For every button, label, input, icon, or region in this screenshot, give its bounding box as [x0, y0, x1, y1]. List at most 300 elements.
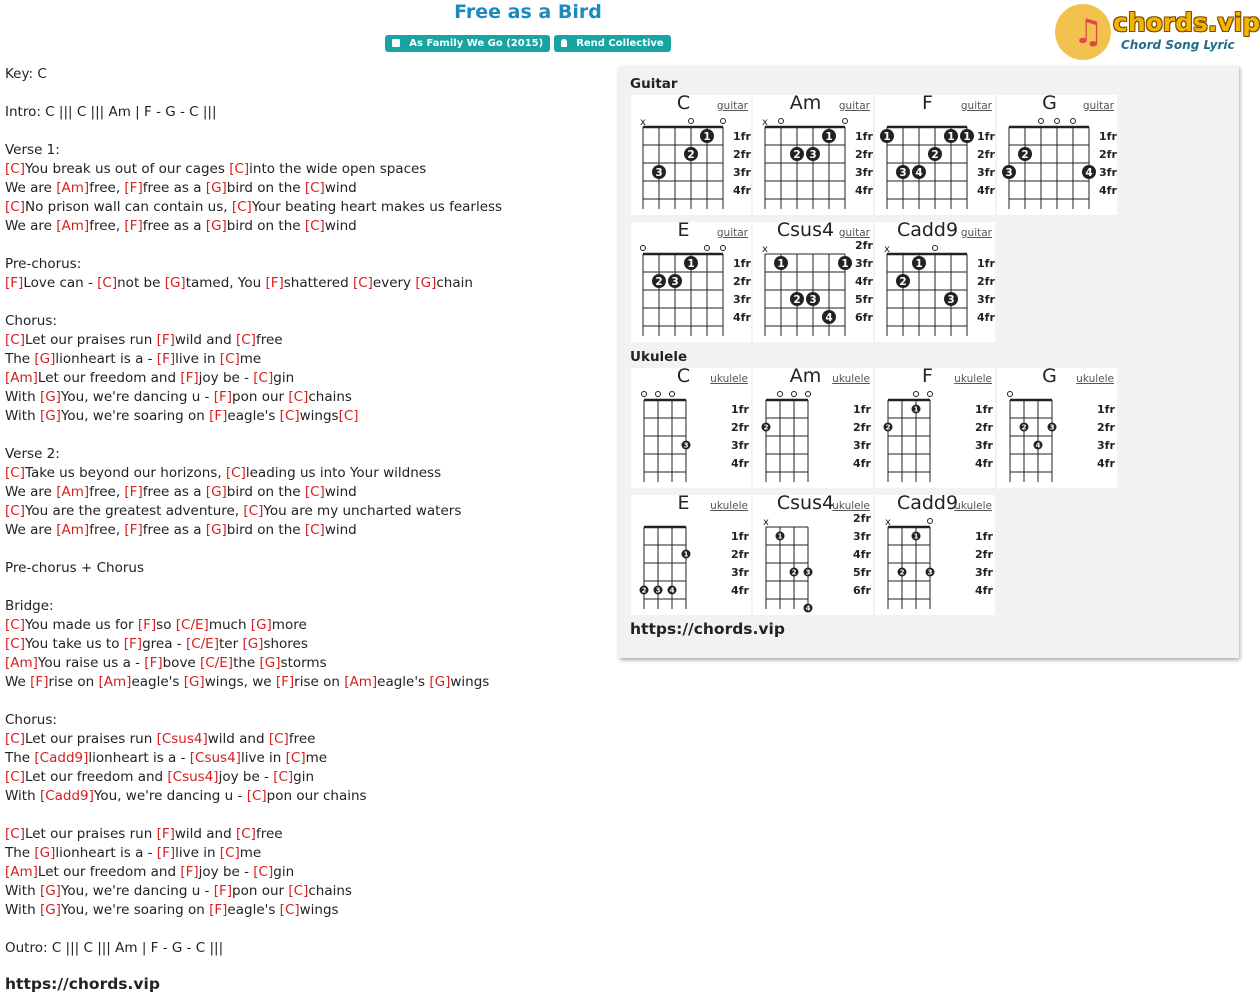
lyric-line: [5, 540, 615, 559]
chord-diagram: [875, 495, 995, 615]
lyric-line: Pre-chorus:: [5, 256, 82, 272]
lyric-line: [C]You break us out of our cages [C]into the wide open spaces: [5, 161, 427, 177]
chord-symbol[interactable]: [G]: [259, 655, 281, 671]
finger-number: 2: [793, 148, 801, 161]
finger-number: 2: [931, 148, 939, 161]
chord-symbol[interactable]: [C]: [253, 370, 274, 386]
fret-label: 2fr: [977, 148, 995, 161]
finger-number: 1: [683, 550, 689, 559]
chord-diagrams-panel: [619, 66, 1239, 658]
fret-label: 1fr: [733, 257, 751, 270]
lyric-line: [C]You made us for [F]so [C/E]much [G]more: [5, 617, 307, 633]
chord-instrument-link[interactable]: ukulele: [832, 373, 870, 385]
fret-label: 2fr: [853, 512, 871, 525]
chord-symbol[interactable]: [C]: [229, 161, 250, 177]
lyric-line: [C]You are the greatest adventure, [C]You are my uncharted waters: [5, 503, 462, 519]
fret-label: 3fr: [853, 439, 871, 452]
lyric-line: Bridge:: [5, 598, 54, 614]
open-string-marker: [1055, 119, 1060, 124]
fret-label: 3fr: [731, 439, 749, 452]
chord-instrument-link[interactable]: guitar: [960, 100, 992, 112]
chord-symbol[interactable]: [G]: [39, 883, 61, 899]
ukulele-chord-card[interactable]: [753, 365, 873, 488]
fret-label: 2fr: [855, 148, 873, 161]
fret-label: 1fr: [975, 530, 993, 543]
fret-label: 3fr: [977, 293, 995, 306]
fret-label: 4fr: [975, 457, 993, 470]
ukulele-chord-card[interactable]: [631, 492, 751, 615]
chord-instrument-link[interactable]: guitar: [838, 100, 870, 112]
finger-number: 4: [805, 604, 811, 613]
chord-symbol[interactable]: [C]: [243, 503, 264, 519]
finger-number: 1: [963, 130, 971, 143]
fret-label: 1fr: [977, 257, 995, 270]
ukulele-chord-card[interactable]: [997, 365, 1117, 488]
chord-symbol[interactable]: [G]: [415, 275, 437, 291]
chord-symbol[interactable]: [C]: [235, 332, 256, 348]
chord-symbol[interactable]: [C]: [5, 199, 25, 215]
chord-symbol[interactable]: [G]: [34, 351, 56, 367]
fret-label: 4fr: [853, 548, 871, 561]
finger-number: 3: [671, 275, 679, 288]
ukulele-chord-card[interactable]: [875, 365, 995, 488]
open-string-marker: [656, 392, 661, 397]
chord-name: F: [922, 365, 933, 387]
fret-label: 2fr: [977, 275, 995, 288]
chord-instrument-link[interactable]: guitar: [960, 227, 992, 239]
lyric-line: Pre-chorus + Chorus: [5, 560, 144, 576]
finger-number: 1: [913, 405, 919, 414]
chord-symbol[interactable]: [Am]: [98, 674, 132, 690]
chord-symbol[interactable]: [F]: [30, 674, 49, 690]
chord-name: Am: [789, 92, 822, 114]
chord-symbol[interactable]: [Am]: [56, 180, 90, 196]
chord-instrument-link[interactable]: ukulele: [832, 500, 870, 512]
chord-diagram: [875, 95, 995, 215]
chord-symbol[interactable]: [F]: [124, 522, 143, 538]
fret-label: 2fr: [853, 421, 871, 434]
site-logo[interactable]: [1055, 4, 1260, 62]
chord-name: Csus4: [776, 219, 835, 241]
chord-symbol[interactable]: [G]: [205, 218, 227, 234]
finger-number: 1: [777, 532, 783, 541]
chord-diagram: [631, 95, 751, 215]
chord-name: C: [676, 365, 691, 387]
panel-footer-url[interactable]: https://chords.vip: [630, 620, 785, 638]
chord-symbol[interactable]: [Csus4]: [189, 750, 241, 766]
open-string-marker: [1039, 119, 1044, 124]
lyric-line: We are [Am]free, [F]free as a [G]bird on the [C]wind: [5, 484, 357, 500]
chord-instrument-link[interactable]: guitar: [716, 227, 748, 239]
chord-symbol[interactable]: [C]: [288, 883, 309, 899]
chord-symbol[interactable]: [F]: [124, 484, 143, 500]
finger-number: 3: [683, 441, 689, 450]
open-string-marker: [928, 392, 933, 397]
lyric-line: [5, 293, 615, 312]
chord-symbol[interactable]: [C]: [246, 788, 267, 804]
lyric-line: [5, 122, 615, 141]
guitar-chord-card[interactable]: [753, 219, 873, 342]
chord-symbol[interactable]: [F]: [124, 180, 143, 196]
chord-symbol[interactable]: [Cadd9]: [39, 788, 94, 804]
ukulele-icon: ♫: [1073, 12, 1104, 52]
fret-label: 3fr: [853, 530, 871, 543]
fret-label: 4fr: [731, 584, 749, 597]
chord-name: Cadd9: [896, 219, 959, 241]
chord-diagram: [753, 95, 873, 215]
chord-symbol[interactable]: [G]: [205, 484, 227, 500]
guitar-chord-card[interactable]: [631, 92, 751, 215]
finger-number: 1: [913, 532, 919, 541]
fret-label: 4fr: [1099, 184, 1117, 197]
chord-symbol[interactable]: [C]: [225, 465, 246, 481]
open-string-marker: [928, 519, 933, 524]
chord-symbol[interactable]: [Am]: [5, 370, 38, 386]
album-badge-label: As Family We Go (2015): [409, 38, 544, 49]
chord-symbol[interactable]: [G]: [39, 389, 61, 405]
fret-label: 4fr: [855, 275, 873, 288]
chord-symbol[interactable]: [F]: [265, 275, 284, 291]
chord-diagram: [875, 368, 995, 488]
chord-symbol[interactable]: [C/E]: [185, 636, 219, 652]
finger-number: 2: [899, 568, 905, 577]
chord-symbol[interactable]: [C]: [279, 902, 300, 918]
chord-symbol[interactable]: [C]: [5, 826, 25, 842]
chord-symbol[interactable]: [C]: [338, 408, 359, 424]
muted-string-marker: x: [884, 244, 890, 255]
lyric-line: [5, 920, 615, 939]
chord-symbol[interactable]: [C]: [5, 503, 25, 519]
lyric-line: With [G]You, we're soaring on [F]eagle's [C]wings[C]: [5, 408, 359, 424]
lyric-line: [C]Let our freedom and [Csus4]joy be - [C]gin: [5, 769, 315, 785]
finger-number: 1: [687, 257, 695, 270]
fret-label: 1fr: [855, 130, 873, 143]
finger-number: 3: [655, 586, 661, 595]
lyric-line: [5, 426, 615, 445]
open-string-marker: [721, 119, 726, 124]
fret-label: 1fr: [731, 530, 749, 543]
open-string-marker: [670, 392, 675, 397]
open-string-marker: [1008, 392, 1013, 397]
chord-symbol[interactable]: [G]: [34, 845, 56, 861]
lyric-line: [Am]Let our freedom and [F]joy be - [C]gin: [5, 864, 295, 880]
finger-number: 2: [1021, 423, 1027, 432]
fret-label: 2fr: [731, 421, 749, 434]
guitar-chord-card[interactable]: [875, 92, 995, 215]
finger-number: 3: [927, 568, 933, 577]
open-string-marker: [778, 392, 783, 397]
finger-number: 3: [1005, 166, 1013, 179]
chord-symbol[interactable]: [F]: [275, 674, 295, 690]
chord-symbol[interactable]: [C]: [5, 731, 25, 747]
chord-symbol[interactable]: [F]: [124, 218, 143, 234]
lyric-line: The [G]lionheart is a - [F]live in [C]me: [5, 351, 262, 367]
open-string-marker: [843, 119, 848, 124]
lyric-line: [5, 806, 615, 825]
chord-symbol[interactable]: [F]: [144, 655, 163, 671]
chord-symbol[interactable]: [C]: [279, 408, 300, 424]
chord-symbol[interactable]: [C]: [235, 826, 256, 842]
chord-symbol[interactable]: [F]: [156, 845, 176, 861]
chord-name: Csus4: [776, 492, 835, 514]
ukulele-chord-card[interactable]: [753, 492, 873, 615]
fret-label: 1fr: [1099, 130, 1117, 143]
lyrics-footer-url[interactable]: https://chords.vip: [5, 975, 160, 993]
finger-number: 1: [915, 257, 923, 270]
finger-number: 2: [1021, 148, 1029, 161]
chord-symbol[interactable]: [C]: [304, 484, 325, 500]
chord-symbol[interactable]: [C]: [5, 161, 25, 177]
lyric-line: Chorus:: [5, 712, 57, 728]
open-string-marker: [642, 392, 647, 397]
finger-number: 4: [915, 166, 923, 179]
fret-label: 1fr: [975, 403, 993, 416]
chord-name: F: [922, 92, 933, 114]
finger-number: 2: [793, 293, 801, 306]
chord-symbol[interactable]: [C]: [268, 731, 289, 747]
muted-string-marker: x: [763, 517, 769, 528]
chord-symbol[interactable]: [F]: [180, 370, 199, 386]
lyric-line: [C]Take us beyond our horizons, [C]leading us into Your wildness: [5, 465, 442, 481]
finger-number: 1: [777, 257, 785, 270]
fret-label: 2fr: [731, 548, 749, 561]
chord-name: G: [1042, 365, 1057, 387]
chord-symbol[interactable]: [C]: [5, 769, 25, 785]
album-badge[interactable]: [385, 35, 550, 52]
chord-symbol[interactable]: [C]: [97, 275, 118, 291]
lyric-line: The [Cadd9]lionheart is a - [Csus4]live in [C]me: [5, 750, 328, 766]
fret-label: 5fr: [853, 566, 871, 579]
lyric-line: We [F]rise on [Am]eagle's [G]wings, we [F]rise on [Am]eagle's [G]wings: [5, 674, 490, 690]
chord-name: Cadd9: [896, 492, 959, 514]
chord-symbol[interactable]: [F]: [209, 902, 228, 918]
chord-symbol[interactable]: [C/E]: [200, 655, 234, 671]
muted-string-marker: x: [885, 517, 891, 528]
lyric-line: Verse 2:: [5, 446, 60, 462]
chord-symbol[interactable]: [F]: [209, 408, 228, 424]
open-string-marker: [1071, 119, 1076, 124]
fret-label: 4fr: [977, 184, 995, 197]
chord-instrument-link[interactable]: ukulele: [954, 500, 992, 512]
chord-instrument-link[interactable]: ukulele: [710, 373, 748, 385]
chord-symbol[interactable]: [C]: [304, 218, 325, 234]
chord-symbol[interactable]: [F]: [5, 275, 24, 291]
chord-symbol[interactable]: [G]: [39, 408, 61, 424]
finger-number: 3: [805, 568, 811, 577]
chord-symbol[interactable]: [C]: [273, 769, 294, 785]
lyric-line: With [G]You, we're soaring on [F]eagle's [C]wings: [5, 902, 339, 918]
chord-symbol[interactable]: [C]: [5, 617, 25, 633]
lyric-line: Outro: C ||| C ||| Am | F - G - C |||: [5, 940, 224, 956]
open-string-marker: [689, 119, 694, 124]
fret-label: 4fr: [733, 184, 751, 197]
finger-number: 2: [791, 568, 797, 577]
fret-label: 4fr: [977, 311, 995, 324]
chord-symbol[interactable]: [G]: [250, 617, 272, 633]
chord-symbol[interactable]: [Am]: [344, 674, 378, 690]
guitar-chord-card[interactable]: [875, 219, 995, 342]
chord-symbol[interactable]: [G]: [39, 902, 61, 918]
ukulele-chord-card[interactable]: [631, 365, 751, 488]
chord-diagram: [631, 222, 751, 342]
muted-string-marker: x: [762, 244, 768, 255]
lyric-line: [5, 236, 615, 255]
open-string-marker: [914, 392, 919, 397]
chord-symbol[interactable]: [C]: [304, 180, 325, 196]
muted-string-marker: x: [762, 117, 768, 128]
chord-symbol[interactable]: [F]: [213, 389, 233, 405]
ukulele-heading: Ukulele: [630, 349, 688, 365]
chord-symbol[interactable]: [C]: [304, 522, 325, 538]
guitar-chord-card[interactable]: [631, 219, 751, 342]
lyric-line: We are [Am]free, [F]free as a [G]bird on the [C]wind: [5, 522, 357, 538]
chord-symbol[interactable]: [C]: [5, 332, 25, 348]
chord-symbol[interactable]: [F]: [180, 864, 199, 880]
chord-symbol[interactable]: [G]: [205, 180, 227, 196]
chord-symbol[interactable]: [C/E]: [175, 617, 209, 633]
lyric-line: [F]Love can - [C]not be [G]tamed, You [F]shattered [C]every [G]chain: [5, 275, 473, 291]
lyric-line: Verse 1:: [5, 142, 60, 158]
chord-symbol[interactable]: [C]: [219, 351, 240, 367]
artist-badge[interactable]: [554, 35, 671, 52]
fret-label: 3fr: [855, 166, 873, 179]
lyric-line: With [G]You, we're dancing u - [F]pon our [C]chains: [5, 389, 352, 405]
chord-symbol[interactable]: [Csus4]: [167, 769, 219, 785]
finger-number: 3: [947, 293, 955, 306]
lyric-line: The [G]lionheart is a - [F]live in [C]me: [5, 845, 262, 861]
chord-symbol[interactable]: [G]: [205, 522, 227, 538]
lyric-line: [Am]You raise us a - [F]bove [C/E]the [G]storms: [5, 655, 327, 671]
fret-label: 3fr: [975, 566, 993, 579]
finger-number: 1: [947, 130, 955, 143]
chord-instrument-link[interactable]: guitar: [1082, 100, 1114, 112]
chord-name: Am: [789, 365, 822, 387]
fret-label: 2fr: [1099, 148, 1117, 161]
chord-name: C: [676, 92, 691, 114]
chord-diagram: [997, 95, 1117, 215]
chord-symbol[interactable]: [F]: [156, 351, 176, 367]
lyric-line: [C]Let our praises run [F]wild and [C]free: [5, 332, 283, 348]
chord-symbol[interactable]: [Am]: [56, 218, 90, 234]
artist-badge-label: Rend Collective: [576, 38, 664, 49]
chord-name: G: [1042, 92, 1057, 114]
chord-symbol[interactable]: [C]: [253, 864, 274, 880]
open-string-marker: [792, 392, 797, 397]
chord-symbol[interactable]: [Am]: [56, 522, 90, 538]
fret-label: 2fr: [975, 421, 993, 434]
fret-label: 2fr: [1097, 421, 1115, 434]
chord-symbol[interactable]: [G]: [429, 674, 451, 690]
fret-label: 3fr: [975, 439, 993, 452]
chord-name: E: [677, 492, 690, 514]
open-string-marker: [705, 246, 710, 251]
finger-number: 3: [809, 293, 817, 306]
fret-label: 1fr: [853, 403, 871, 416]
fret-label: 4fr: [733, 311, 751, 324]
chord-symbol[interactable]: [C]: [219, 845, 240, 861]
open-string-marker: [806, 392, 811, 397]
lyric-line: With [G]You, we're dancing u - [F]pon our [C]chains: [5, 883, 352, 899]
lyric-line: [5, 692, 615, 711]
chord-symbol[interactable]: [F]: [156, 332, 175, 348]
open-string-marker: [641, 246, 646, 251]
chord-symbol[interactable]: [F]: [213, 883, 233, 899]
finger-number: 4: [825, 311, 833, 324]
chord-symbol[interactable]: [C]: [5, 465, 25, 481]
chord-diagram: [753, 495, 873, 615]
chord-instrument-link[interactable]: ukulele: [1076, 373, 1114, 385]
lyric-line: We are [Am]free, [F]free as a [G]bird on the [C]wind: [5, 218, 357, 234]
logo-tagline: Chord Song Lyric: [1121, 38, 1235, 52]
chord-instrument-link[interactable]: guitar: [838, 227, 870, 239]
chord-symbol[interactable]: [F]: [156, 826, 175, 842]
album-icon: [392, 39, 400, 47]
chord-symbol[interactable]: [F]: [123, 636, 143, 652]
chord-name: E: [677, 219, 690, 241]
chord-symbol[interactable]: [C]: [288, 389, 309, 405]
finger-number: 4: [1035, 441, 1041, 450]
chord-symbol[interactable]: [Am]: [5, 864, 38, 880]
finger-number: 2: [641, 586, 647, 595]
fret-label: 1fr: [977, 130, 995, 143]
person-icon: [561, 39, 567, 47]
chord-symbol[interactable]: [Cadd9]: [34, 750, 89, 766]
finger-number: 4: [1085, 166, 1093, 179]
chord-symbol[interactable]: [F]: [137, 617, 157, 633]
finger-number: 3: [655, 166, 663, 179]
finger-number: 3: [899, 166, 907, 179]
fret-label: 1fr: [733, 130, 751, 143]
chord-symbol[interactable]: [Am]: [5, 655, 38, 671]
chord-symbol[interactable]: [G]: [242, 636, 264, 652]
finger-number: 2: [655, 275, 663, 288]
finger-number: 2: [763, 423, 769, 432]
lyric-line: [Am]Let our freedom and [F]joy be - [C]gin: [5, 370, 295, 386]
chord-symbol[interactable]: [Am]: [56, 484, 90, 500]
fret-label: 3fr: [731, 566, 749, 579]
lyric-line: [C]Let our praises run [Csus4]wild and [C]free: [5, 731, 316, 747]
song-title: Free as a Bird: [454, 1, 602, 23]
chord-diagram: [997, 368, 1117, 488]
chord-instrument-link[interactable]: ukulele: [954, 373, 992, 385]
fret-label: 4fr: [853, 457, 871, 470]
fret-label: 2fr: [733, 275, 751, 288]
chord-symbol[interactable]: [C]: [231, 199, 252, 215]
chord-symbol[interactable]: [G]: [183, 674, 205, 690]
muted-string-marker: x: [640, 117, 646, 128]
chord-instrument-link[interactable]: guitar: [716, 100, 748, 112]
lyric-line: Chorus:: [5, 313, 57, 329]
finger-number: 2: [885, 423, 891, 432]
finger-number: 2: [687, 148, 695, 161]
chord-symbol[interactable]: [C]: [5, 636, 25, 652]
chord-symbol[interactable]: [C]: [352, 275, 373, 291]
chord-diagram: [753, 222, 873, 342]
fret-label: 3fr: [733, 166, 751, 179]
chord-symbol[interactable]: [Csus4]: [156, 731, 208, 747]
chord-symbol[interactable]: [C]: [285, 750, 306, 766]
fret-label: 4fr: [855, 184, 873, 197]
fret-label: 4fr: [731, 457, 749, 470]
ukulele-chord-card[interactable]: [875, 492, 995, 615]
chord-instrument-link[interactable]: ukulele: [710, 500, 748, 512]
logo-brand: chords.vip: [1113, 8, 1260, 37]
guitar-chord-card[interactable]: [997, 92, 1117, 215]
finger-number: 4: [669, 586, 675, 595]
chord-symbol[interactable]: [G]: [164, 275, 186, 291]
guitar-chord-card[interactable]: [753, 92, 873, 215]
finger-number: 1: [825, 130, 833, 143]
